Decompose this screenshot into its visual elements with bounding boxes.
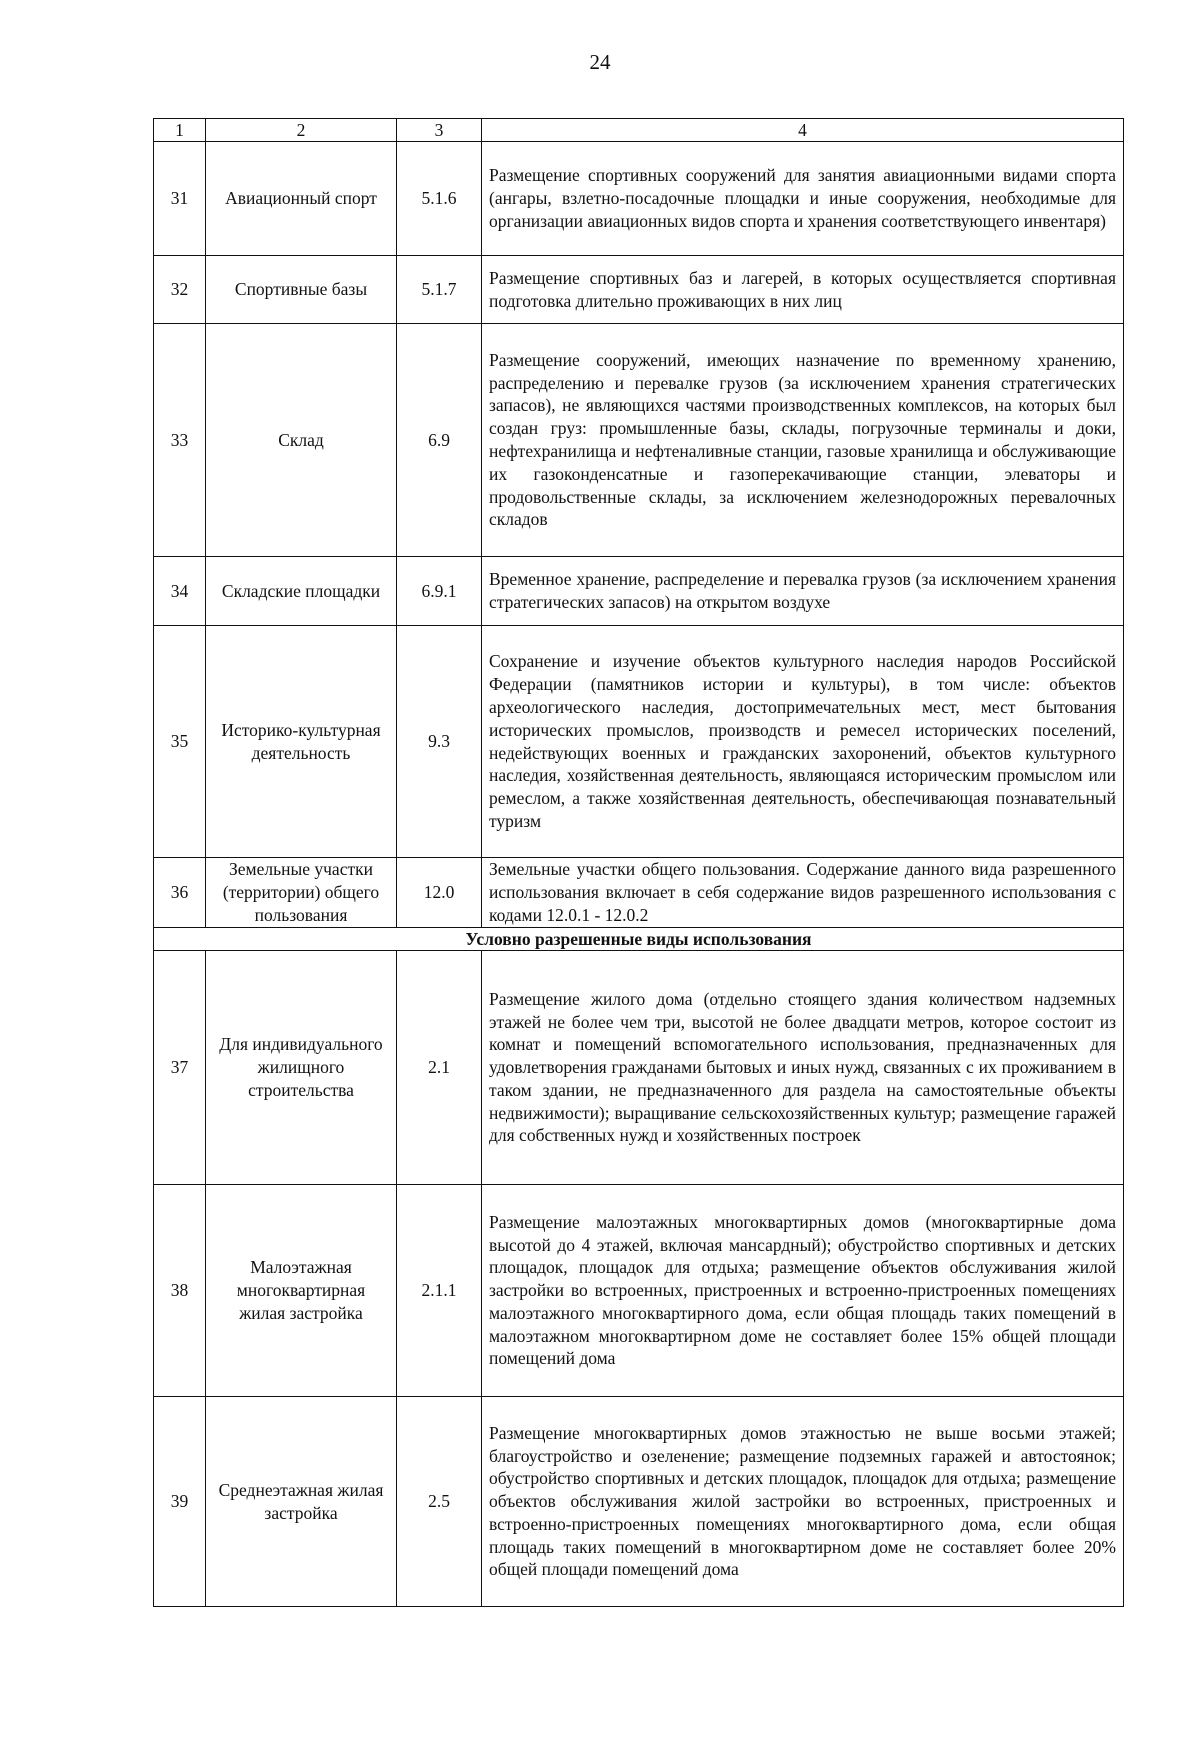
section-header-row: [154, 928, 1124, 951]
land-use-description: Размещение спортивных баз и лагерей, в которых осуществляется спортивная подготовка длительно проживающих в них лиц: [482, 256, 1124, 324]
land-use-code: 6.9.1: [397, 557, 482, 626]
row-number: 34: [154, 557, 206, 626]
row-number: 35: [154, 626, 206, 858]
land-use-code: 2.1: [397, 951, 482, 1185]
land-use-code: 5.1.6: [397, 142, 482, 256]
row-number: 39: [154, 1397, 206, 1607]
row-number: 38: [154, 1185, 206, 1397]
table-row: [154, 626, 1124, 858]
land-use-code: 12.0: [397, 858, 482, 928]
column-header-3: 3: [397, 119, 482, 142]
land-use-code: 9.3: [397, 626, 482, 858]
land-use-name: Спортивные базы: [206, 256, 397, 324]
land-use-name: Среднеэтажная жилая застройка: [206, 1397, 397, 1607]
page-number: 24: [589, 50, 611, 74]
land-use-name: Склад: [206, 324, 397, 557]
land-use-description: Размещение спортивных сооружений для занятия авиационными видами спорта (ангары, взлетно-посадочные площадки и иные сооружения, необходимые для организации авиационных видов спорта и хранения соответствующего инвентаря): [482, 142, 1124, 256]
table-header-row: [154, 119, 1124, 142]
land-use-name: Земельные участки (территории) общего пользования: [206, 858, 397, 928]
land-use-name: Авиационный спорт: [206, 142, 397, 256]
land-use-name: Историко-культурная деятельность: [206, 626, 397, 858]
table-row: [154, 951, 1124, 1185]
section-title: Условно разрешенные виды использования: [154, 928, 1124, 951]
land-use-table: [153, 118, 1124, 1607]
table-row: [154, 1397, 1124, 1607]
land-use-description: Размещение малоэтажных многоквартирных домов (многоквартирные дома высотой до 4 этажей, включая мансардный); обустройство спортивных и детских площадок, площадок для отдыха; размещение объектов обслуживания жилой застройки во встроенных, пристроенных и встроенно-пристроенных помещениях малоэтажного многоквартирного дома, если общая площадь таких помещений в малоэтажном многоквартирном доме не составляет более 15% общей площади помещений дома: [482, 1185, 1124, 1397]
land-use-name: Для индивидуального жилищного строительства: [206, 951, 397, 1185]
table-row: [154, 557, 1124, 626]
table-row: [154, 324, 1124, 557]
land-use-code: 2.1.1: [397, 1185, 482, 1397]
land-use-description: Временное хранение, распределение и перевалка грузов (за исключением хранения стратегических запасов) на открытом воздухе: [482, 557, 1124, 626]
land-use-description: Размещение сооружений, имеющих назначение по временному хранению, распределению и перевалке грузов (за исключением хранения стратегических запасов), не являющихся частями производственных комплексов, на которых был создан груз: промышленные базы, склады, погрузочные терминалы и доки, нефтехранилища и нефтеналивные станции, газовые хранилища и обслуживающие их газоконденсатные и газоперекачивающие станции, элеваторы и продовольственные склады, за исключением железнодорожных перевалочных складов: [482, 324, 1124, 557]
land-use-code: 5.1.7: [397, 256, 482, 324]
row-number: 31: [154, 142, 206, 256]
row-number: 37: [154, 951, 206, 1185]
land-use-code: 2.5: [397, 1397, 482, 1607]
column-header-2: 2: [206, 119, 397, 142]
column-header-1: 1: [154, 119, 206, 142]
land-use-description: Размещение многоквартирных домов этажностью не выше восьми этажей; благоустройство и озеленение; размещение подземных гаражей и автостоянок; обустройство спортивных и детских площадок, площадок для отдыха; размещение объектов обслуживания жилой застройки во встроенных, пристроенных и встроенно-пристроенных помещениях многоквартирного дома, если общая площадь таких помещений в многоквартирном доме не составляет более 20% общей площади помещений дома: [482, 1397, 1124, 1607]
column-header-4: 4: [482, 119, 1124, 142]
land-use-name: Малоэтажная многоквартирная жилая застройка: [206, 1185, 397, 1397]
land-use-description: Земельные участки общего пользования. Содержание данного вида разрешенного использования включает в себя содержание видов разрешенного использования с кодами 12.0.1 - 12.0.2: [482, 858, 1124, 928]
land-use-name: Складские площадки: [206, 557, 397, 626]
row-number: 33: [154, 324, 206, 557]
land-use-code: 6.9: [397, 324, 482, 557]
table-row: [154, 858, 1124, 928]
table-row: [154, 256, 1124, 324]
table-row: [154, 1185, 1124, 1397]
row-number: 32: [154, 256, 206, 324]
row-number: 36: [154, 858, 206, 928]
table-row: [154, 142, 1124, 256]
land-use-description: Размещение жилого дома (отдельно стоящего здания количеством надземных этажей не более чем три, высотой не более двадцати метров, которое состоит из комнат и помещений вспомогательного использования, предназначенных для удовлетворения гражданами бытовых и иных нужд, связанных с их проживанием в таком здании, не предназначенного для раздела на самостоятельные объекты недвижимости); выращивание сельскохозяйственных культур; размещение гаражей для собственных нужд и хозяйственных построек: [482, 951, 1124, 1185]
land-use-description: Сохранение и изучение объектов культурного наследия народов Российской Федерации (памятников истории и культуры), в том числе: объектов археологического наследия, достопримечательных мест, мест бытования исторических промыслов, производств и ремесел исторических поселений, недействующих военных и гражданских захоронений, объектов культурного наследия, хозяйственная деятельность, являющаяся историческим промыслом или ремеслом, а также хозяйственная деятельность, обеспечивающая познавательный туризм: [482, 626, 1124, 858]
